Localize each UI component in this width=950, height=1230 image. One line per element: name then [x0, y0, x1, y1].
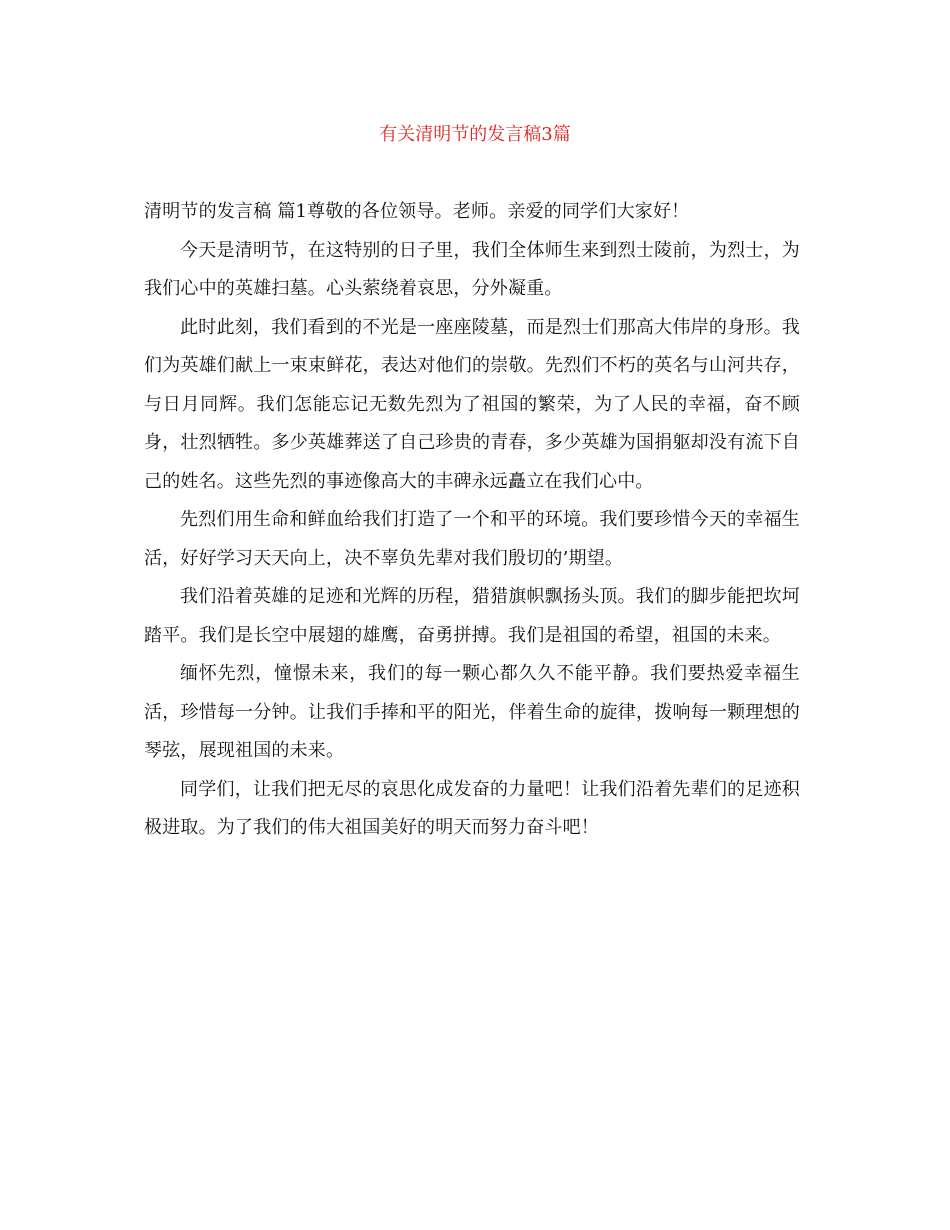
- paragraph: 我们沿着英雄的足迹和光辉的历程，猎猎旗帜飘扬头顶。我们的脚步能把坎坷踏平。我们是长空中展翅的雄鹰，奋勇拼搏。我们是祖国的希望，祖国的未来。: [144, 586, 800, 646]
- paragraph: 同学们，让我们把无尽的哀思化成发奋的力量吧！让我们沿着先辈们的足迹积极进取。为了我们的伟大祖国美好的明天而努力奋斗吧！: [144, 778, 800, 838]
- paragraph: 缅怀先烈，憧憬未来，我们的每一颗心都久久不能平静。我们要热爱幸福生活，珍惜每一分钟。让我们手捧和平的阳光，伴着生命的旋律，拨响每一颗理想的琴弦，展现祖国的未来。: [144, 663, 800, 761]
- paragraph: 此时此刻，我们看到的不光是一座座陵墓，而是烈士们那高大伟岸的身形。我们为英雄们献上一束束鲜花，表达对他们的崇敬。先烈们不朽的英名与山河共存，与日月同辉。我们怎能忘记无数先烈为了祖国的繁荣，为了人民的幸福，奋不顾身，壮烈牺牲。多少英雄葬送了自己珍贵的青春，多少英雄为国捐躯却没有流下自己的姓名。这些先烈的事迹像高大的丰碑永远矗立在我们心中。: [144, 316, 800, 492]
- paragraph: 今天是清明节，在这特别的日子里，我们全体师生来到烈士陵前，为烈士，为我们心中的英雄扫墓。心头萦绕着哀思，分外凝重。: [144, 239, 800, 299]
- document-body: [144, 193, 800, 848]
- document-title: 有关清明节的发言稿3篇: [379, 124, 571, 145]
- paragraph: 先烈们用生命和鲜血给我们打造了一个和平的环境。我们要珍惜今天的幸福生活，好好学习天天向上，决不辜负先辈对我们殷切的’期望。: [144, 509, 800, 569]
- paragraph-greeting: 清明节的发言稿 篇1尊敬的各位领导。老师。亲爱的同学们大家好！: [144, 201, 690, 222]
